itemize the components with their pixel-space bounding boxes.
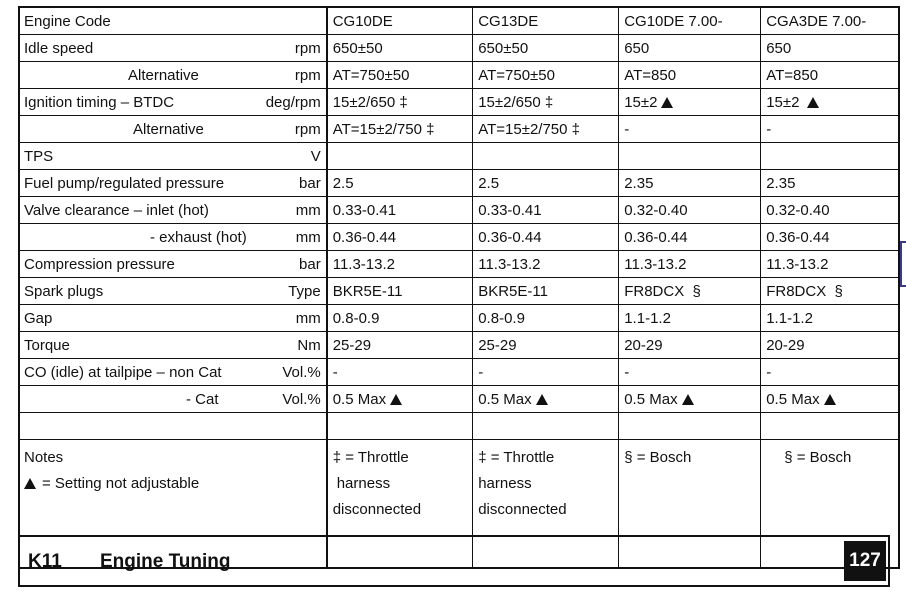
value-cell: - <box>473 359 619 386</box>
value-cell <box>619 143 761 170</box>
value-cell: 25-29 <box>327 332 473 359</box>
empty-cell <box>327 413 473 440</box>
param-label: Torque <box>19 332 251 359</box>
table-row <box>19 278 899 305</box>
note-text: disconnected <box>332 501 422 518</box>
param-label: CO (idle) at tailpipe – non Cat <box>19 359 251 386</box>
table-row <box>19 35 899 62</box>
triangle-icon <box>536 394 548 405</box>
unit-label: Nm <box>251 332 327 359</box>
value-cell: 15±2/650 ‡ <box>473 89 619 116</box>
table-row <box>19 89 899 116</box>
engine-code-label: Engine Code <box>19 7 327 35</box>
value-text: 15±2 <box>766 94 800 111</box>
column-header: CG10DE 7.00- <box>619 7 761 35</box>
note-text: § = Bosch <box>784 449 852 466</box>
value-cell: 0.33-0.41 <box>327 197 473 224</box>
value-cell: 650±50 <box>473 35 619 62</box>
value-cell: 11.3-13.2 <box>473 251 619 278</box>
param-label: Ignition timing – BTDC <box>19 89 251 116</box>
empty-cell <box>251 413 327 440</box>
value-cell: BKR5E-11 <box>473 278 619 305</box>
note-text: ‡ = Throttle <box>332 449 409 466</box>
table-row <box>19 62 899 89</box>
unit-label: Vol.% <box>251 359 327 386</box>
value-cell: 2.35 <box>619 170 761 197</box>
value-cell: 20-29 <box>761 332 899 359</box>
value-cell: 11.3-13.2 <box>619 251 761 278</box>
value-cell: 2.35 <box>761 170 899 197</box>
unit-label: bar <box>251 251 327 278</box>
unit-label: mm <box>251 197 327 224</box>
value-cell: - <box>327 359 473 386</box>
column-header: CGA3DE 7.00- <box>761 7 899 35</box>
value-cell <box>761 143 899 170</box>
value-cell: - <box>619 116 761 143</box>
engine-spec-table <box>18 6 900 569</box>
edge-bracket <box>900 241 906 287</box>
note-text: ‡ = Throttle <box>478 449 555 466</box>
unit-label: mm <box>251 305 327 332</box>
value-cell: 0.36-0.44 <box>761 224 899 251</box>
triangle-icon <box>824 394 836 405</box>
value-cell <box>473 386 619 413</box>
value-cell: 0.36-0.44 <box>473 224 619 251</box>
table-row <box>19 305 899 332</box>
value-cell: - <box>761 116 899 143</box>
value-cell: 0.32-0.40 <box>761 197 899 224</box>
value-cell: 11.3-13.2 <box>761 251 899 278</box>
param-label: Spark plugs <box>19 278 251 305</box>
param-label: Valve clearance – inlet (hot) <box>19 197 251 224</box>
unit-label: V <box>251 143 327 170</box>
param-label: Fuel pump/regulated pressure <box>19 170 251 197</box>
unit-label: mm <box>251 224 327 251</box>
unit-label: rpm <box>251 116 327 143</box>
value-cell: 0.8-0.9 <box>327 305 473 332</box>
param-label: Idle speed <box>19 35 251 62</box>
table-row <box>19 116 899 143</box>
value-cell <box>761 89 899 116</box>
value-cell: AT=850 <box>761 62 899 89</box>
value-cell <box>327 386 473 413</box>
empty-cell <box>619 413 761 440</box>
value-cell: - <box>761 359 899 386</box>
triangle-icon <box>807 97 819 108</box>
value-cell: AT=15±2/750 ‡ <box>327 116 473 143</box>
value-text: 0.5 Max <box>624 391 678 408</box>
value-cell: 11.3-13.2 <box>327 251 473 278</box>
param-label: - exhaust (hot) <box>19 224 251 251</box>
value-cell: 25-29 <box>473 332 619 359</box>
unit-label: bar <box>251 170 327 197</box>
value-cell: 0.36-0.44 <box>619 224 761 251</box>
table-row <box>19 386 899 413</box>
value-text: 15±2 <box>624 94 658 111</box>
triangle-icon <box>24 478 36 489</box>
value-cell <box>761 386 899 413</box>
value-cell: 0.32-0.40 <box>619 197 761 224</box>
value-cell: AT=750±50 <box>327 62 473 89</box>
value-cell <box>327 143 473 170</box>
value-cell <box>619 386 761 413</box>
value-cell: 650 <box>761 35 899 62</box>
note-text: harness <box>336 475 391 492</box>
param-label: Compression pressure <box>19 251 251 278</box>
table-row <box>19 332 899 359</box>
unit-label: rpm <box>251 35 327 62</box>
empty-cell <box>473 413 619 440</box>
notes-label: Notes <box>24 449 64 466</box>
param-label: Alternative <box>19 116 251 143</box>
value-cell: 20-29 <box>619 332 761 359</box>
value-cell: 650±50 <box>327 35 473 62</box>
note-text: § = Bosch <box>624 449 692 466</box>
value-cell: FR8DCX § <box>619 278 761 305</box>
param-label: - Cat <box>19 386 251 413</box>
model-code: K11 <box>28 551 62 572</box>
value-cell: AT=15±2/750 ‡ <box>473 116 619 143</box>
table-row <box>19 197 899 224</box>
value-cell: FR8DCX § <box>761 278 899 305</box>
table-row <box>19 170 899 197</box>
value-cell: 0.36-0.44 <box>327 224 473 251</box>
value-cell <box>473 143 619 170</box>
page-number: 127 <box>844 541 886 581</box>
param-label: Gap <box>19 305 251 332</box>
value-cell: 0.33-0.41 <box>473 197 619 224</box>
value-cell: 1.1-1.2 <box>761 305 899 332</box>
unit-label: deg/rpm <box>251 89 327 116</box>
value-cell: 15±2/650 ‡ <box>327 89 473 116</box>
empty-cell <box>761 413 899 440</box>
note-text: disconnected <box>478 501 567 518</box>
table-row <box>19 143 899 170</box>
value-cell: - <box>619 359 761 386</box>
triangle-icon <box>682 394 694 405</box>
param-label: TPS <box>19 143 251 170</box>
table-row <box>19 224 899 251</box>
notes-legend-text: = Setting not adjustable <box>42 475 200 492</box>
param-label: Alternative <box>19 62 251 89</box>
triangle-icon <box>390 394 402 405</box>
column-header: CG10DE <box>327 7 473 35</box>
value-cell: 2.5 <box>473 170 619 197</box>
triangle-icon <box>661 97 673 108</box>
value-cell: BKR5E-11 <box>327 278 473 305</box>
column-header: CG13DE <box>473 7 619 35</box>
header-row <box>19 7 899 35</box>
value-cell <box>619 89 761 116</box>
empty-row <box>19 413 899 440</box>
value-text: 0.5 Max <box>332 391 387 408</box>
value-cell: AT=850 <box>619 62 761 89</box>
page-footer <box>18 535 890 587</box>
table-row <box>19 251 899 278</box>
section-title: Engine Tuning <box>100 551 231 572</box>
value-cell: 2.5 <box>327 170 473 197</box>
unit-label: Type <box>251 278 327 305</box>
unit-label: Vol.% <box>251 386 327 413</box>
note-text: harness <box>478 475 532 492</box>
value-text: 0.5 Max <box>478 391 532 408</box>
notes-legend <box>24 471 322 497</box>
value-cell: 1.1-1.2 <box>619 305 761 332</box>
table-row <box>19 359 899 386</box>
value-text: 0.5 Max <box>766 391 820 408</box>
value-cell: 650 <box>619 35 761 62</box>
unit-label: rpm <box>251 62 327 89</box>
empty-cell <box>19 413 251 440</box>
value-cell: 0.8-0.9 <box>473 305 619 332</box>
value-cell: AT=750±50 <box>473 62 619 89</box>
